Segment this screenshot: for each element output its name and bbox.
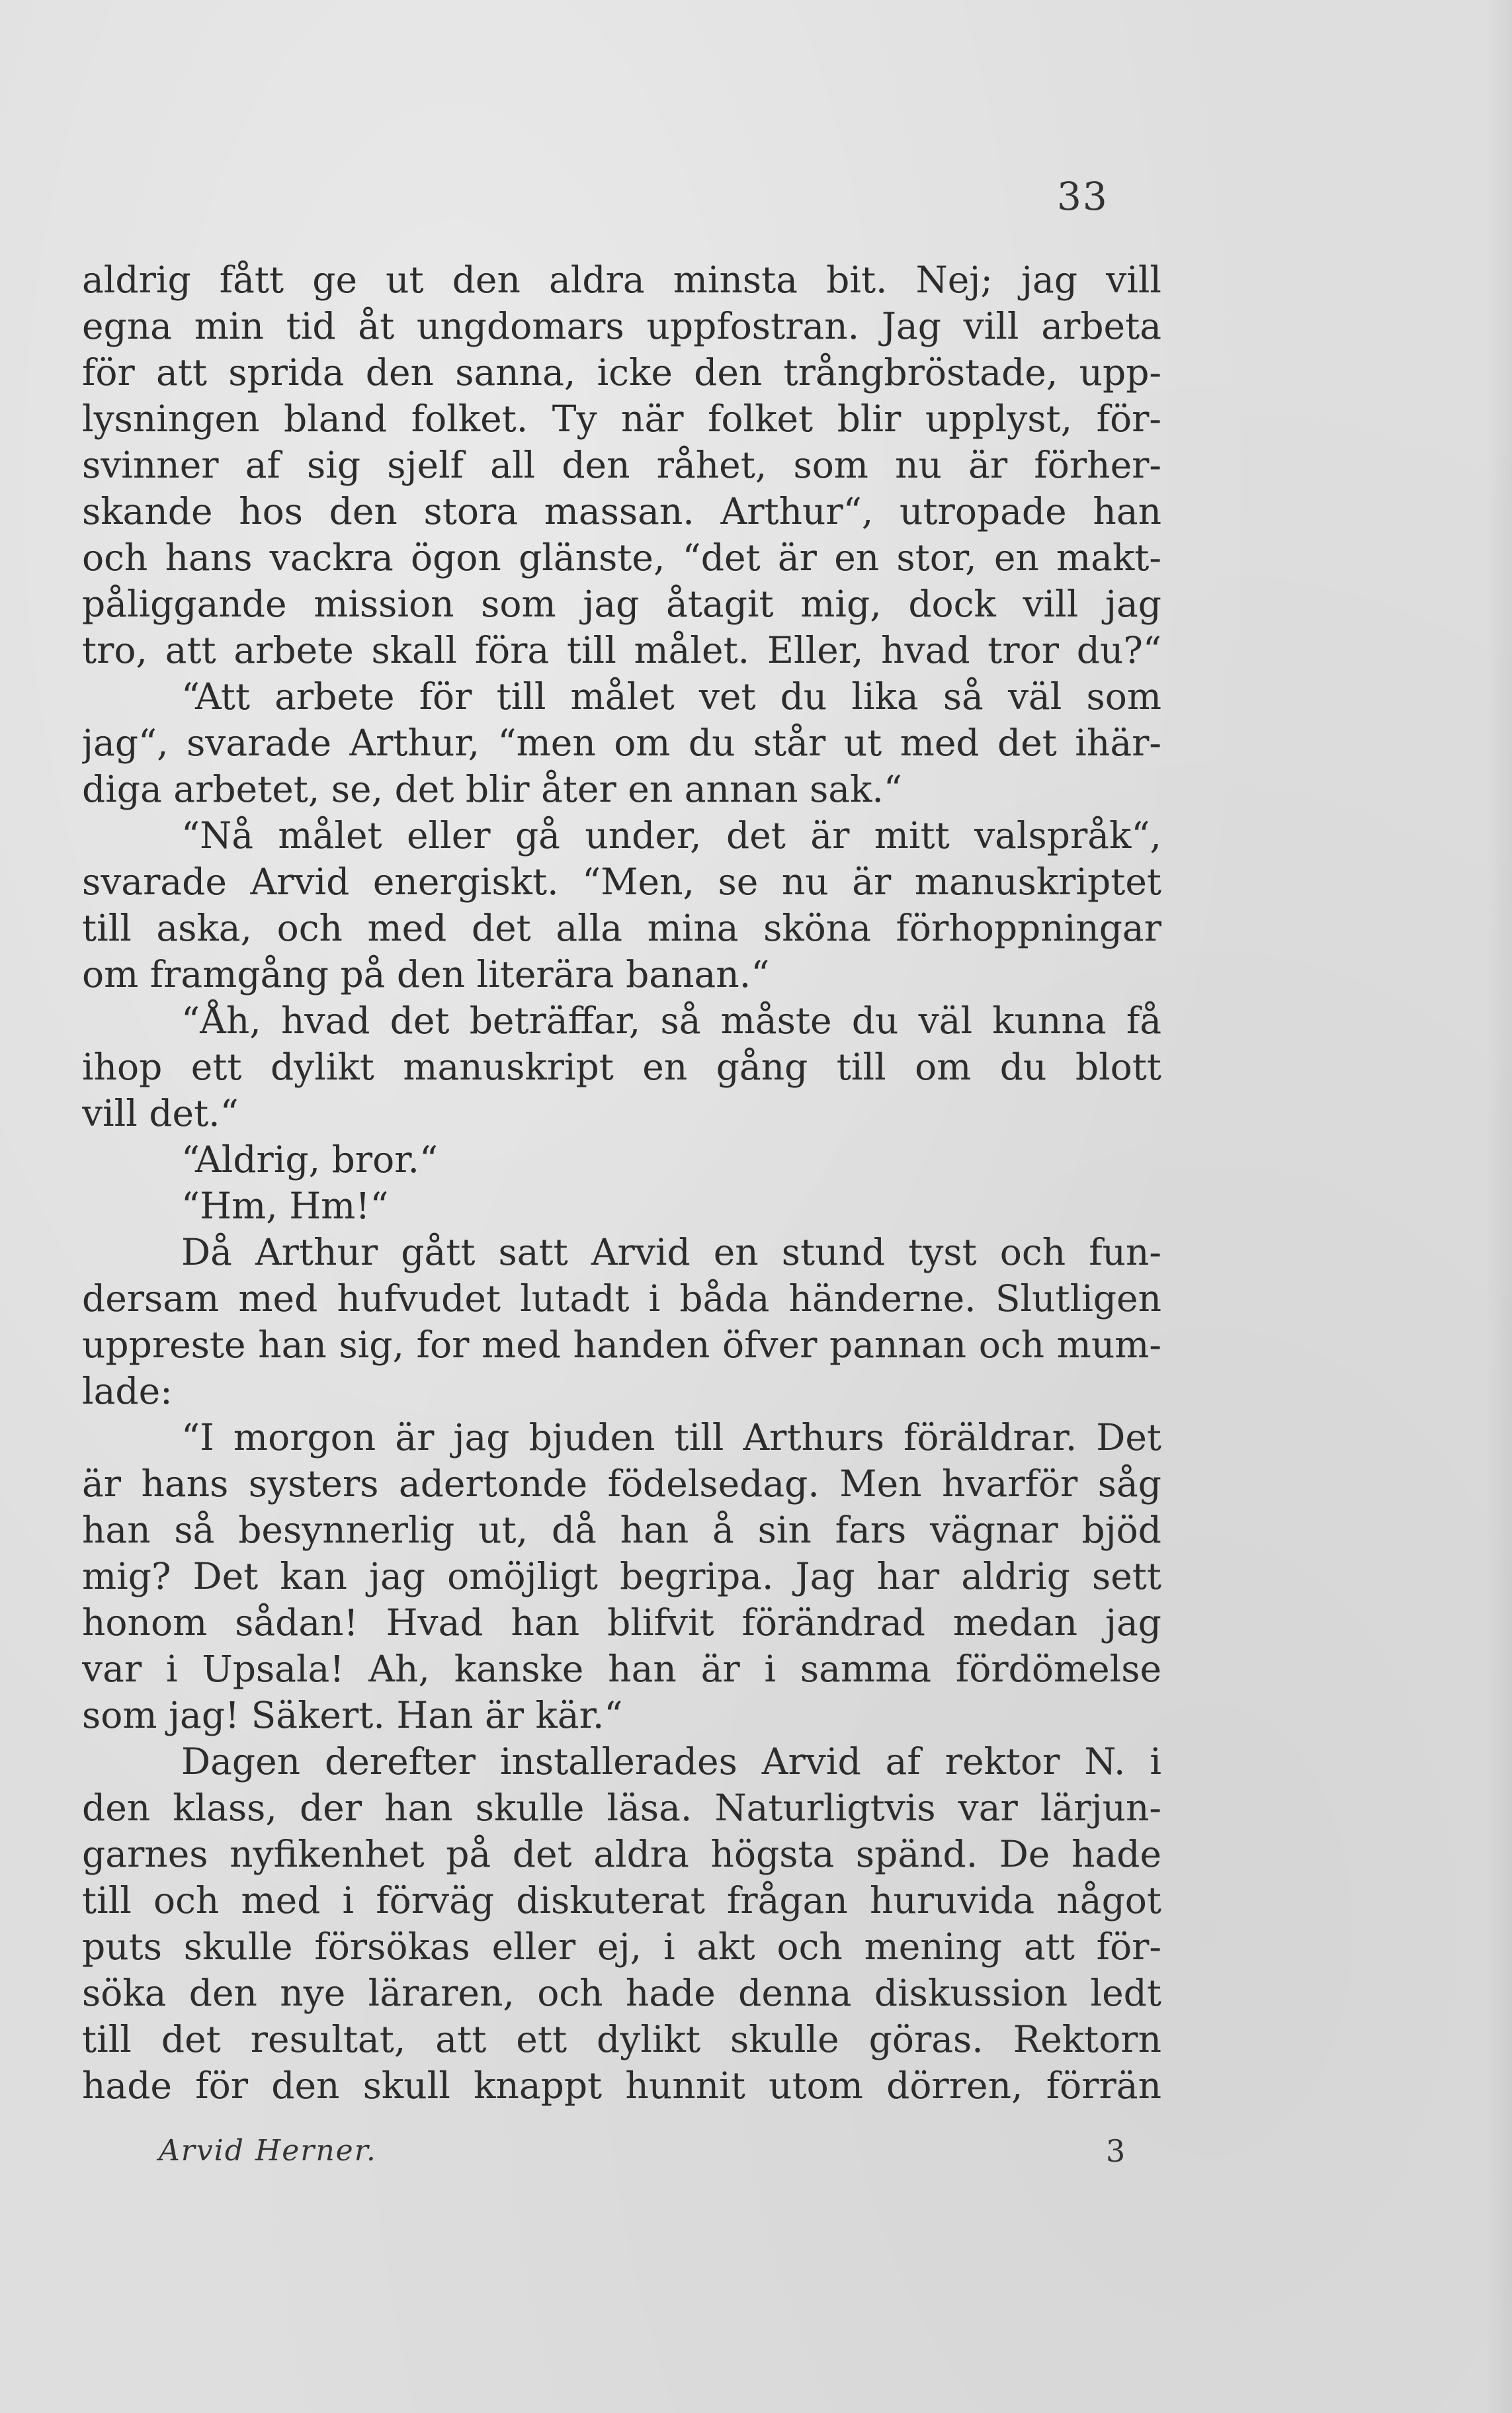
text-line: var i Upsala! Ah, kanske han är i samma fördömelse — [82, 1648, 1161, 1690]
text-line: är hans systers adertonde födelsedag. Men hvarför såg — [82, 1462, 1161, 1505]
text-line: honom sådan! Hvad han blifvit förändrad medan jag — [82, 1601, 1161, 1644]
text-line: tro, att arbete skall föra till målet. Eller, hvad tror du?“ — [82, 629, 1161, 671]
text-line: lysningen bland folket. Ty när folket blir upplyst, för- — [82, 398, 1161, 440]
text-line: “Hm, Hm!“ — [181, 1185, 389, 1227]
text-line: “Att arbete för till målet vet du lika så väl som — [181, 675, 1161, 718]
text-line: diga arbetet, se, det blir åter en annan sak.“ — [82, 768, 903, 810]
text-line: aldrig fått ge ut den aldra minsta bit. Nej; jag vill — [82, 259, 1161, 301]
text-line: egna min tid åt ungdomars uppfostran. Jag vill arbeta — [82, 305, 1161, 347]
text-line: Dagen derefter installerades Arvid af rektor N. i — [181, 1740, 1161, 1783]
body-text — [82, 257, 1161, 2109]
text-line: till och med i förväg diskuterat frågan huruvida något — [82, 1879, 1161, 1922]
text-line: svarade Arvid energiskt. “Men, se nu är manuskriptet — [82, 861, 1161, 903]
page-number: 33 — [1057, 174, 1109, 219]
text-line: puts skulle försökas eller ej, i akt och mening att för- — [82, 1926, 1161, 1968]
text-line: “Nå målet eller gå under, det är mitt valspråk“, — [181, 814, 1161, 857]
footer-signature: Arvid Herner. — [159, 2134, 377, 2168]
text-line: “Aldrig, bror.“ — [181, 1138, 439, 1181]
text-line: vill det.“ — [82, 1092, 239, 1134]
text-line: till aska, och med det alla mina sköna förhoppningar — [82, 907, 1161, 949]
text-line: och hans vackra ögon glänste, “det är en stor, en makt- — [82, 536, 1161, 579]
text-line: uppreste han sig, for med handen öfver pannan och mum- — [82, 1324, 1161, 1366]
page-edge-shadow — [1486, 0, 1512, 2413]
text-line: ihop ett dylikt manuskript en gång till om du blott — [82, 1046, 1161, 1088]
text-line: skande hos den stora massan. Arthur“, utropade han — [82, 490, 1161, 532]
text-line: för att sprida den sanna, icke den trångbröstade, upp- — [82, 351, 1161, 394]
text-line: Då Arthur gått satt Arvid en stund tyst och fun- — [181, 1231, 1161, 1273]
sheet-mark: 3 — [1106, 2133, 1126, 2169]
text-line: påliggande mission som jag åtagit mig, dock vill jag — [82, 583, 1161, 625]
text-line: lade: — [82, 1370, 173, 1412]
text-line: “Åh, hvad det beträffar, så måste du väl kunna få — [181, 999, 1161, 1042]
text-line: som jag! Säkert. Han är kär.“ — [82, 1694, 623, 1736]
text-line: dersam med hufvudet lutadt i båda händerne. Slutligen — [82, 1277, 1161, 1320]
text-line: garnes nyfikenhet på det aldra högsta spänd. De hade — [82, 1833, 1161, 1875]
text-line: mig? Det kan jag omöjligt begripa. Jag har aldrig sett — [82, 1555, 1161, 1597]
text-line: “I morgon är jag bjuden till Arthurs föräldrar. Det — [181, 1416, 1161, 1459]
text-line: till det resultat, att ett dylikt skulle göras. Rektorn — [82, 2018, 1161, 2060]
text-line: söka den nye läraren, och hade denna diskussion ledt — [82, 1972, 1161, 2014]
text-line: svinner af sig sjelf all den råhet, som nu är förher- — [82, 444, 1161, 486]
text-line: jag“, svarade Arthur, “men om du står ut med det ihär- — [82, 722, 1161, 764]
text-line: hade för den skull knappt hunnit utom dörren, förrän — [82, 2064, 1161, 2107]
text-line: den klass, der han skulle läsa. Naturligtvis var lärjun- — [82, 1787, 1161, 1829]
text-line: om framgång på den literära banan.“ — [82, 953, 770, 995]
text-line: han så besynnerlig ut, då han å sin fars vägnar bjöd — [82, 1509, 1161, 1551]
